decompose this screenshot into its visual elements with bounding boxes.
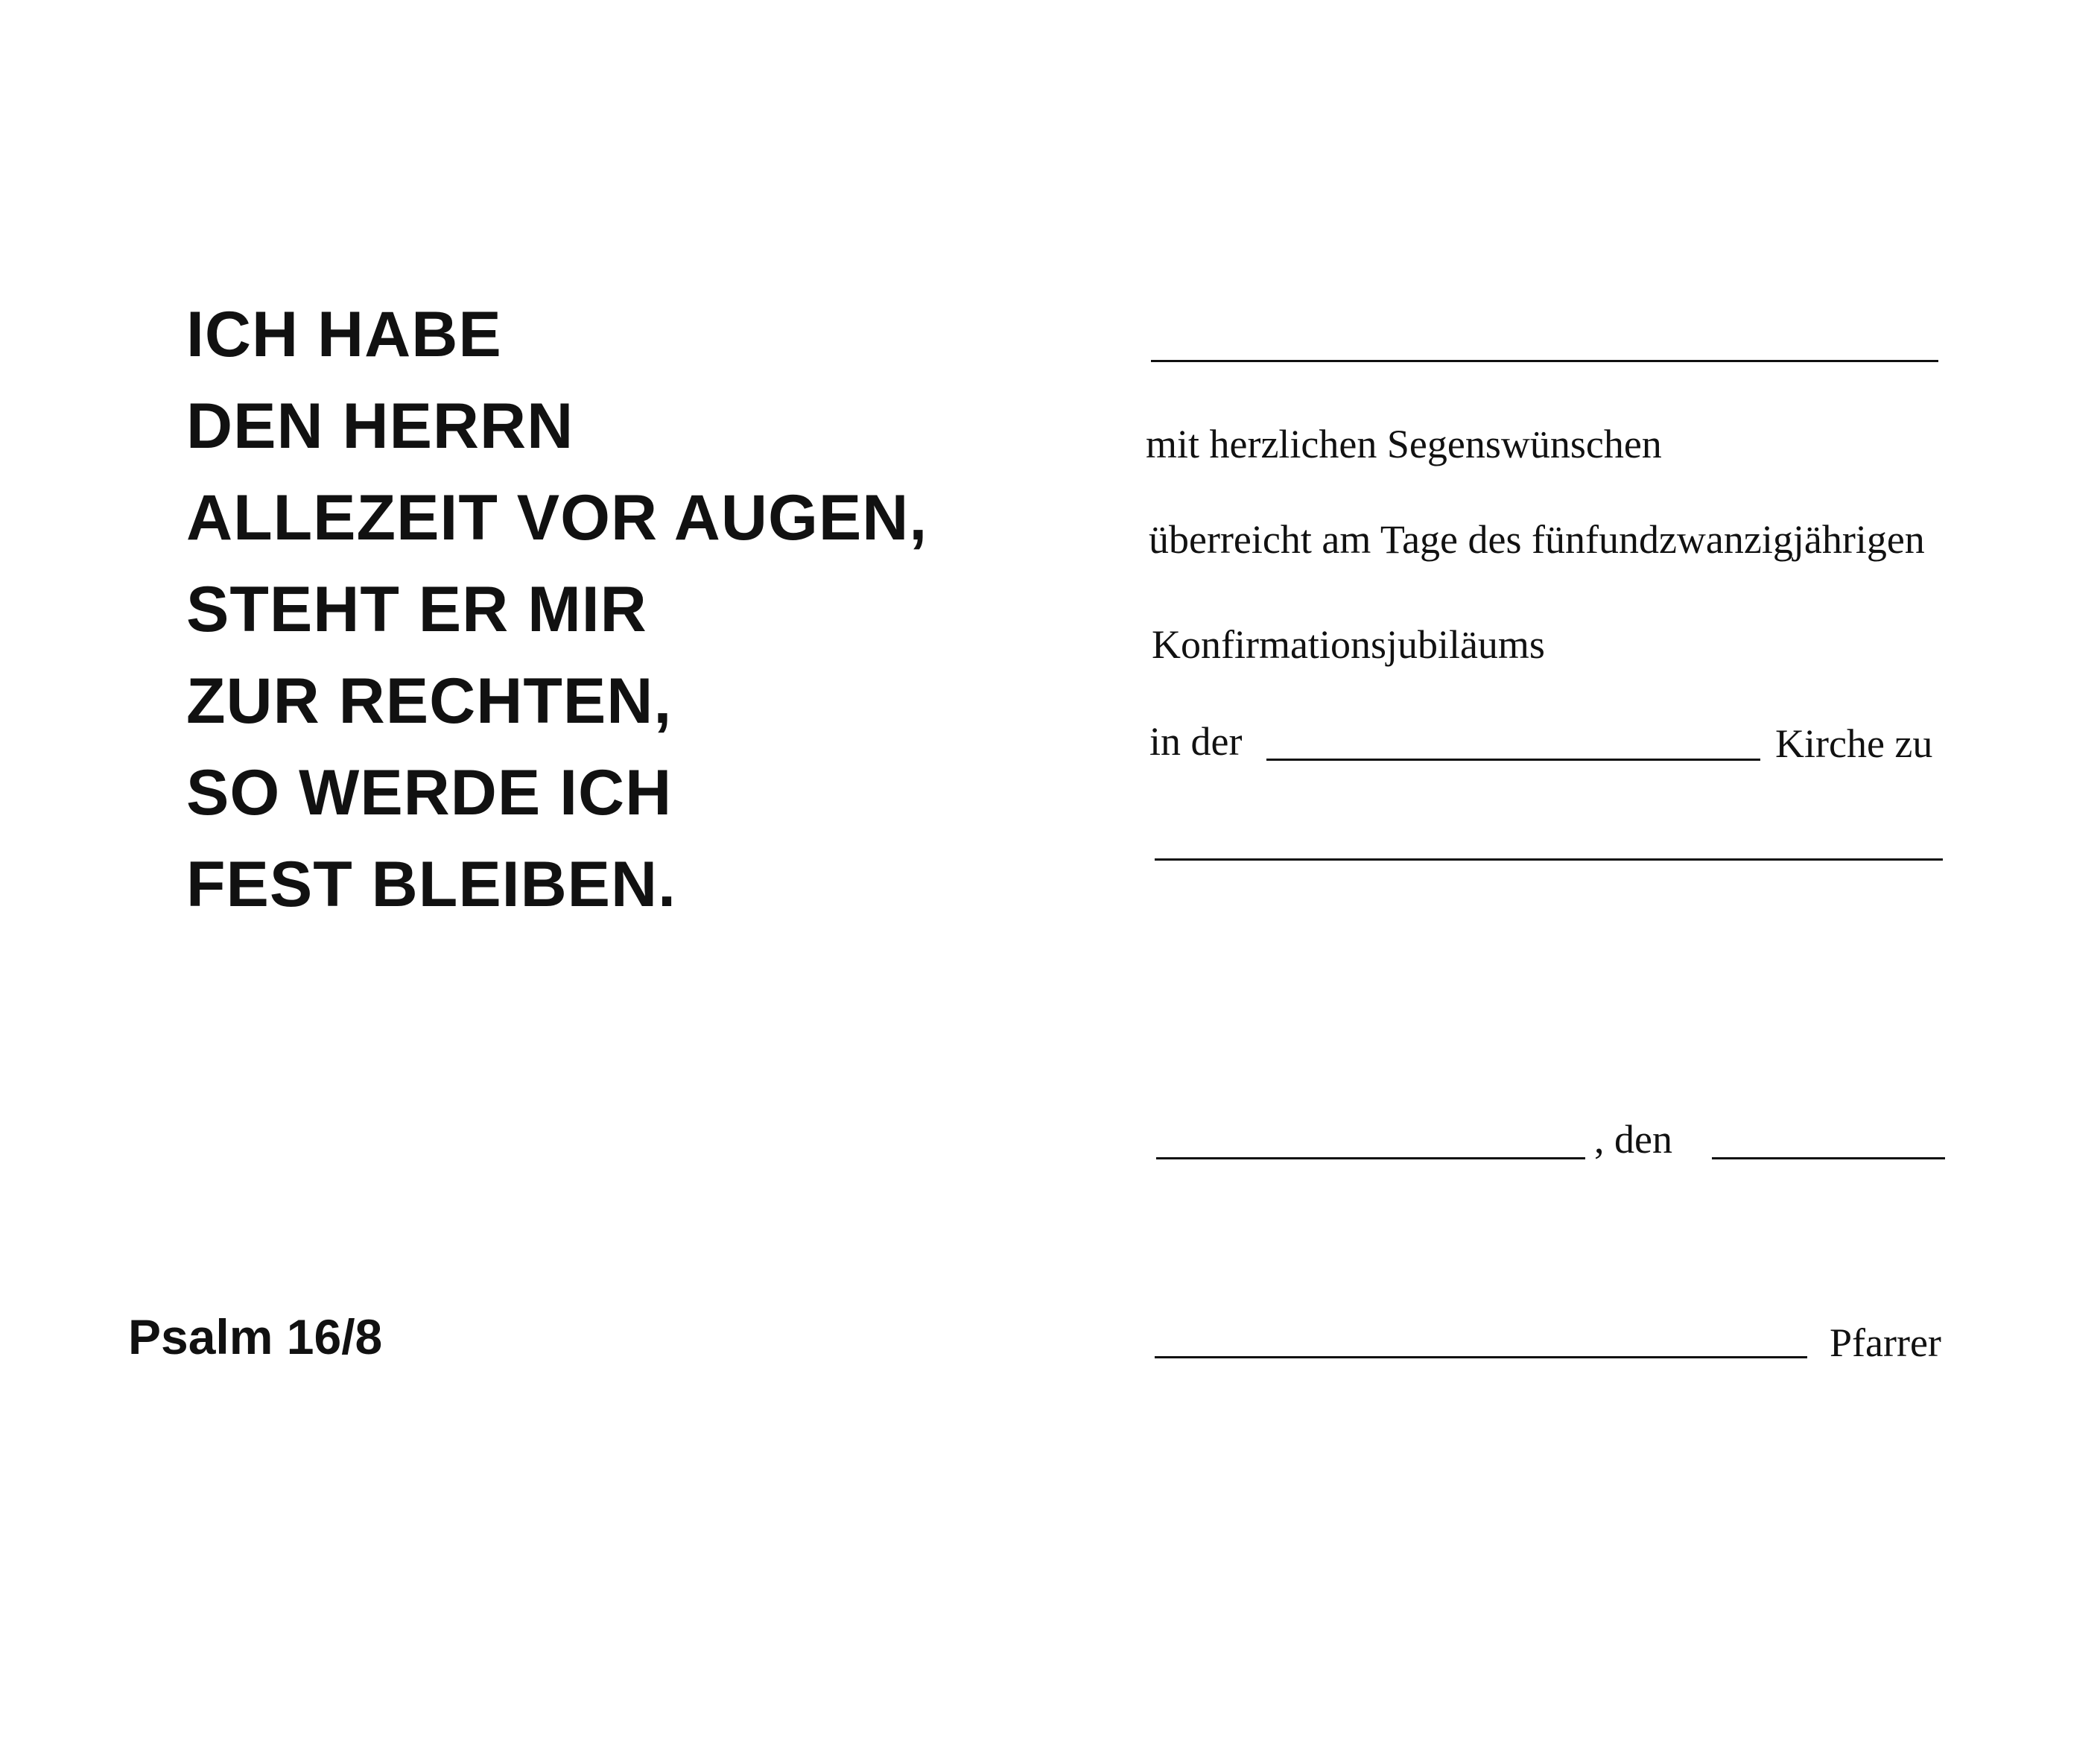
church-location-line[interactable] <box>1155 858 1943 861</box>
verse-line: FEST BLEIBEN. <box>186 849 677 920</box>
presentation-text: überreicht am Tage des fünfundzwanzigjährigen <box>1149 517 1925 562</box>
verse-reference: Psalm 16/8 <box>128 1309 383 1364</box>
place-line[interactable] <box>1156 1157 1585 1159</box>
verse-line: DEN HERRN <box>186 390 574 462</box>
verse-line: ICH HABE <box>186 299 502 370</box>
blessing-text: mit herzlichen Segenswünschen <box>1146 422 1662 466</box>
signature-label: Pfarrer <box>1830 1320 1941 1365</box>
date-separator: , den <box>1594 1117 1672 1162</box>
church-suffix: Kirche zu <box>1775 721 1933 766</box>
jubilee-text: Konfirmationsjubiläums <box>1152 622 1545 667</box>
date-line[interactable] <box>1712 1157 1945 1159</box>
verse-line: ZUR RECHTEN, <box>186 665 673 737</box>
church-prefix: in der <box>1149 719 1243 764</box>
signature-line[interactable] <box>1155 1356 1807 1358</box>
verse-line: ALLEZEIT VOR AUGEN, <box>186 482 928 554</box>
verse-line: SO WERDE ICH <box>186 757 673 829</box>
bible-verse <box>186 289 927 931</box>
verse-line: STEHT ER MIR <box>186 574 647 645</box>
recipient-name-line[interactable] <box>1151 360 1938 362</box>
church-name-line[interactable] <box>1266 759 1760 761</box>
